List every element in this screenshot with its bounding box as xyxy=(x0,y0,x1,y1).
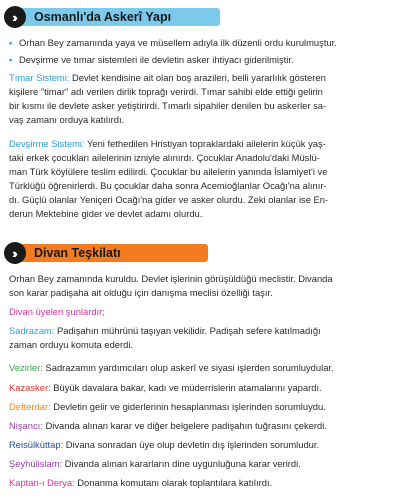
paragraph-line xyxy=(9,85,394,99)
member-line xyxy=(9,438,394,452)
double-chevron-right-icon: ›› xyxy=(4,6,26,28)
paragraph-text: bir kısmı ile devlete asker yetiştirirdi. Tımarlı sipahiler denilen bu askerler sa- xyxy=(9,100,327,111)
bullet-text: Devşirme ve tımar sistemleri ile devletin asker ihtiyacı giderilmiştir. xyxy=(19,54,294,65)
member-description: Donanma komutanı olarak toplantılara katılırdı. xyxy=(74,477,273,488)
member-line xyxy=(9,419,394,433)
member-description: Divanda alınan karar ve diğer belgelere padişahın tuğrasını çekerdi. xyxy=(42,420,327,431)
member-description: Büyük davalara bakar, kadı ve müderrislerin atamalarını yapardı. xyxy=(50,382,322,393)
member-line xyxy=(9,361,394,375)
term-defterdar: Defterdar: xyxy=(9,401,51,412)
paragraph-text: Türklüğü öğrenirlerdi. Bu çocuklar daha sonra Acemioğlanlar Ocağı'na alınır- xyxy=(9,180,327,191)
paragraph-line xyxy=(9,99,394,113)
member-line xyxy=(9,476,394,490)
bullet-item xyxy=(9,36,337,50)
member-line xyxy=(9,338,394,352)
member-description: Devletin gelir ve giderlerinin hesaplanması işlerinden sorumluydu. xyxy=(50,401,326,412)
paragraph-text: son karar padişaha ait olduğu için danışma meclisi özelliği taşır. xyxy=(9,287,273,298)
term-timar-sistemi: Tımar Sistemi: xyxy=(9,72,70,83)
paragraph-text: dı. Güçlü olanlar Yeniçeri Ocağı'na gider ve asker olurdu. Zeki olanlar ise En- xyxy=(9,194,329,205)
paragraph-text: man Türk köylülere teslim edilirdi. Çocuklar bu ailelerin yanında İslamiyet'i ve xyxy=(9,166,328,177)
bullet-item xyxy=(9,53,294,67)
term-devsirme-sistemi: Devşirme Sistemi: xyxy=(9,138,85,149)
member-description: Divanda alınan kararların dine uygunluğuna karar verirdi. xyxy=(62,458,301,469)
bullet-text: Orhan Bey zamanında yaya ve müsellem adıyla ilk düzenli ordu kurulmuştur. xyxy=(19,37,337,48)
paragraph-line xyxy=(9,137,394,151)
member-line xyxy=(9,381,394,395)
member-line xyxy=(9,324,394,338)
member-description: Padişahın mührünü taşıyan vekilidir. Padişah sefere katılmadığı xyxy=(54,325,321,336)
paragraph-text: taki erkek çocukları ailelerinin izniyle alınırdı. Çocuklar Anadolu'daki Müslü- xyxy=(9,152,320,163)
double-chevron-right-icon: ›› xyxy=(4,242,26,264)
section-title: Osmanlı'da Askerî Yapı xyxy=(34,10,172,24)
paragraph-line xyxy=(9,193,394,207)
member-line xyxy=(9,457,394,471)
section-title-bar xyxy=(20,8,220,26)
paragraph-text: Orhan Bey zamanında kuruldu. Devlet işlerinin görüşüldüğü meclistir. Divanda xyxy=(9,273,333,284)
paragraph-line xyxy=(9,151,394,165)
member-line xyxy=(9,400,394,414)
paragraph-text: Yeni fethedilen Hristiyan topraklardaki ailelerin küçük yaş- xyxy=(84,138,326,149)
term-vezirler: Vezirler: xyxy=(9,362,43,373)
paragraph-line xyxy=(9,207,394,221)
bullet-dot-icon: • xyxy=(9,37,13,48)
paragraph-line xyxy=(9,179,394,193)
paragraph-text: kişilere "timar" adı verilen dirlik toprağı verirdi. Tımar sahibi elde ettiği gelirin xyxy=(9,86,323,97)
paragraph-text: derun Mektebine gider ve devlet adamı olurdu. xyxy=(9,208,203,219)
term-sadrazam: Sadrazam: xyxy=(9,325,55,336)
term-reisulkuttap: Reisülküttap: xyxy=(9,439,64,450)
member-description: Divana sonradan üye olup devletin dış işlerinden sorumludur. xyxy=(63,439,320,450)
section-title: Divan Teşkilatı xyxy=(34,246,121,260)
member-description: Sadrazamın yardımcıları olup askerî ve siyasi işlerden sorumluydular. xyxy=(42,362,334,373)
term-seyhulislam: Şeyhülislam: xyxy=(9,458,63,469)
bullet-dot-icon: • xyxy=(9,54,13,65)
term-kazasker: Kazasker: xyxy=(9,382,51,393)
term-nisanci: Nişancı: xyxy=(9,420,43,431)
members-heading: Divan üyeleri şunlardır; xyxy=(9,306,105,317)
member-description: zaman orduyu komuta ederdi. xyxy=(9,339,134,350)
paragraph-text: vaş zamanı orduya katılırdı. xyxy=(9,114,125,125)
paragraph-line xyxy=(9,71,394,85)
section-title-bar xyxy=(20,244,208,262)
paragraph-line xyxy=(9,272,394,286)
term-kaptan-i-derya: Kaptan-ı Derya: xyxy=(9,477,75,488)
section-header-divan-teskilati xyxy=(4,242,208,264)
paragraph-text: Devlet kendisine ait olan boş arazileri, belli yararlılık gösteren xyxy=(69,72,326,83)
paragraph-line xyxy=(9,286,394,300)
paragraph-line xyxy=(9,165,394,179)
paragraph-line xyxy=(9,113,394,127)
section-header-askeri-yapi xyxy=(4,6,220,28)
